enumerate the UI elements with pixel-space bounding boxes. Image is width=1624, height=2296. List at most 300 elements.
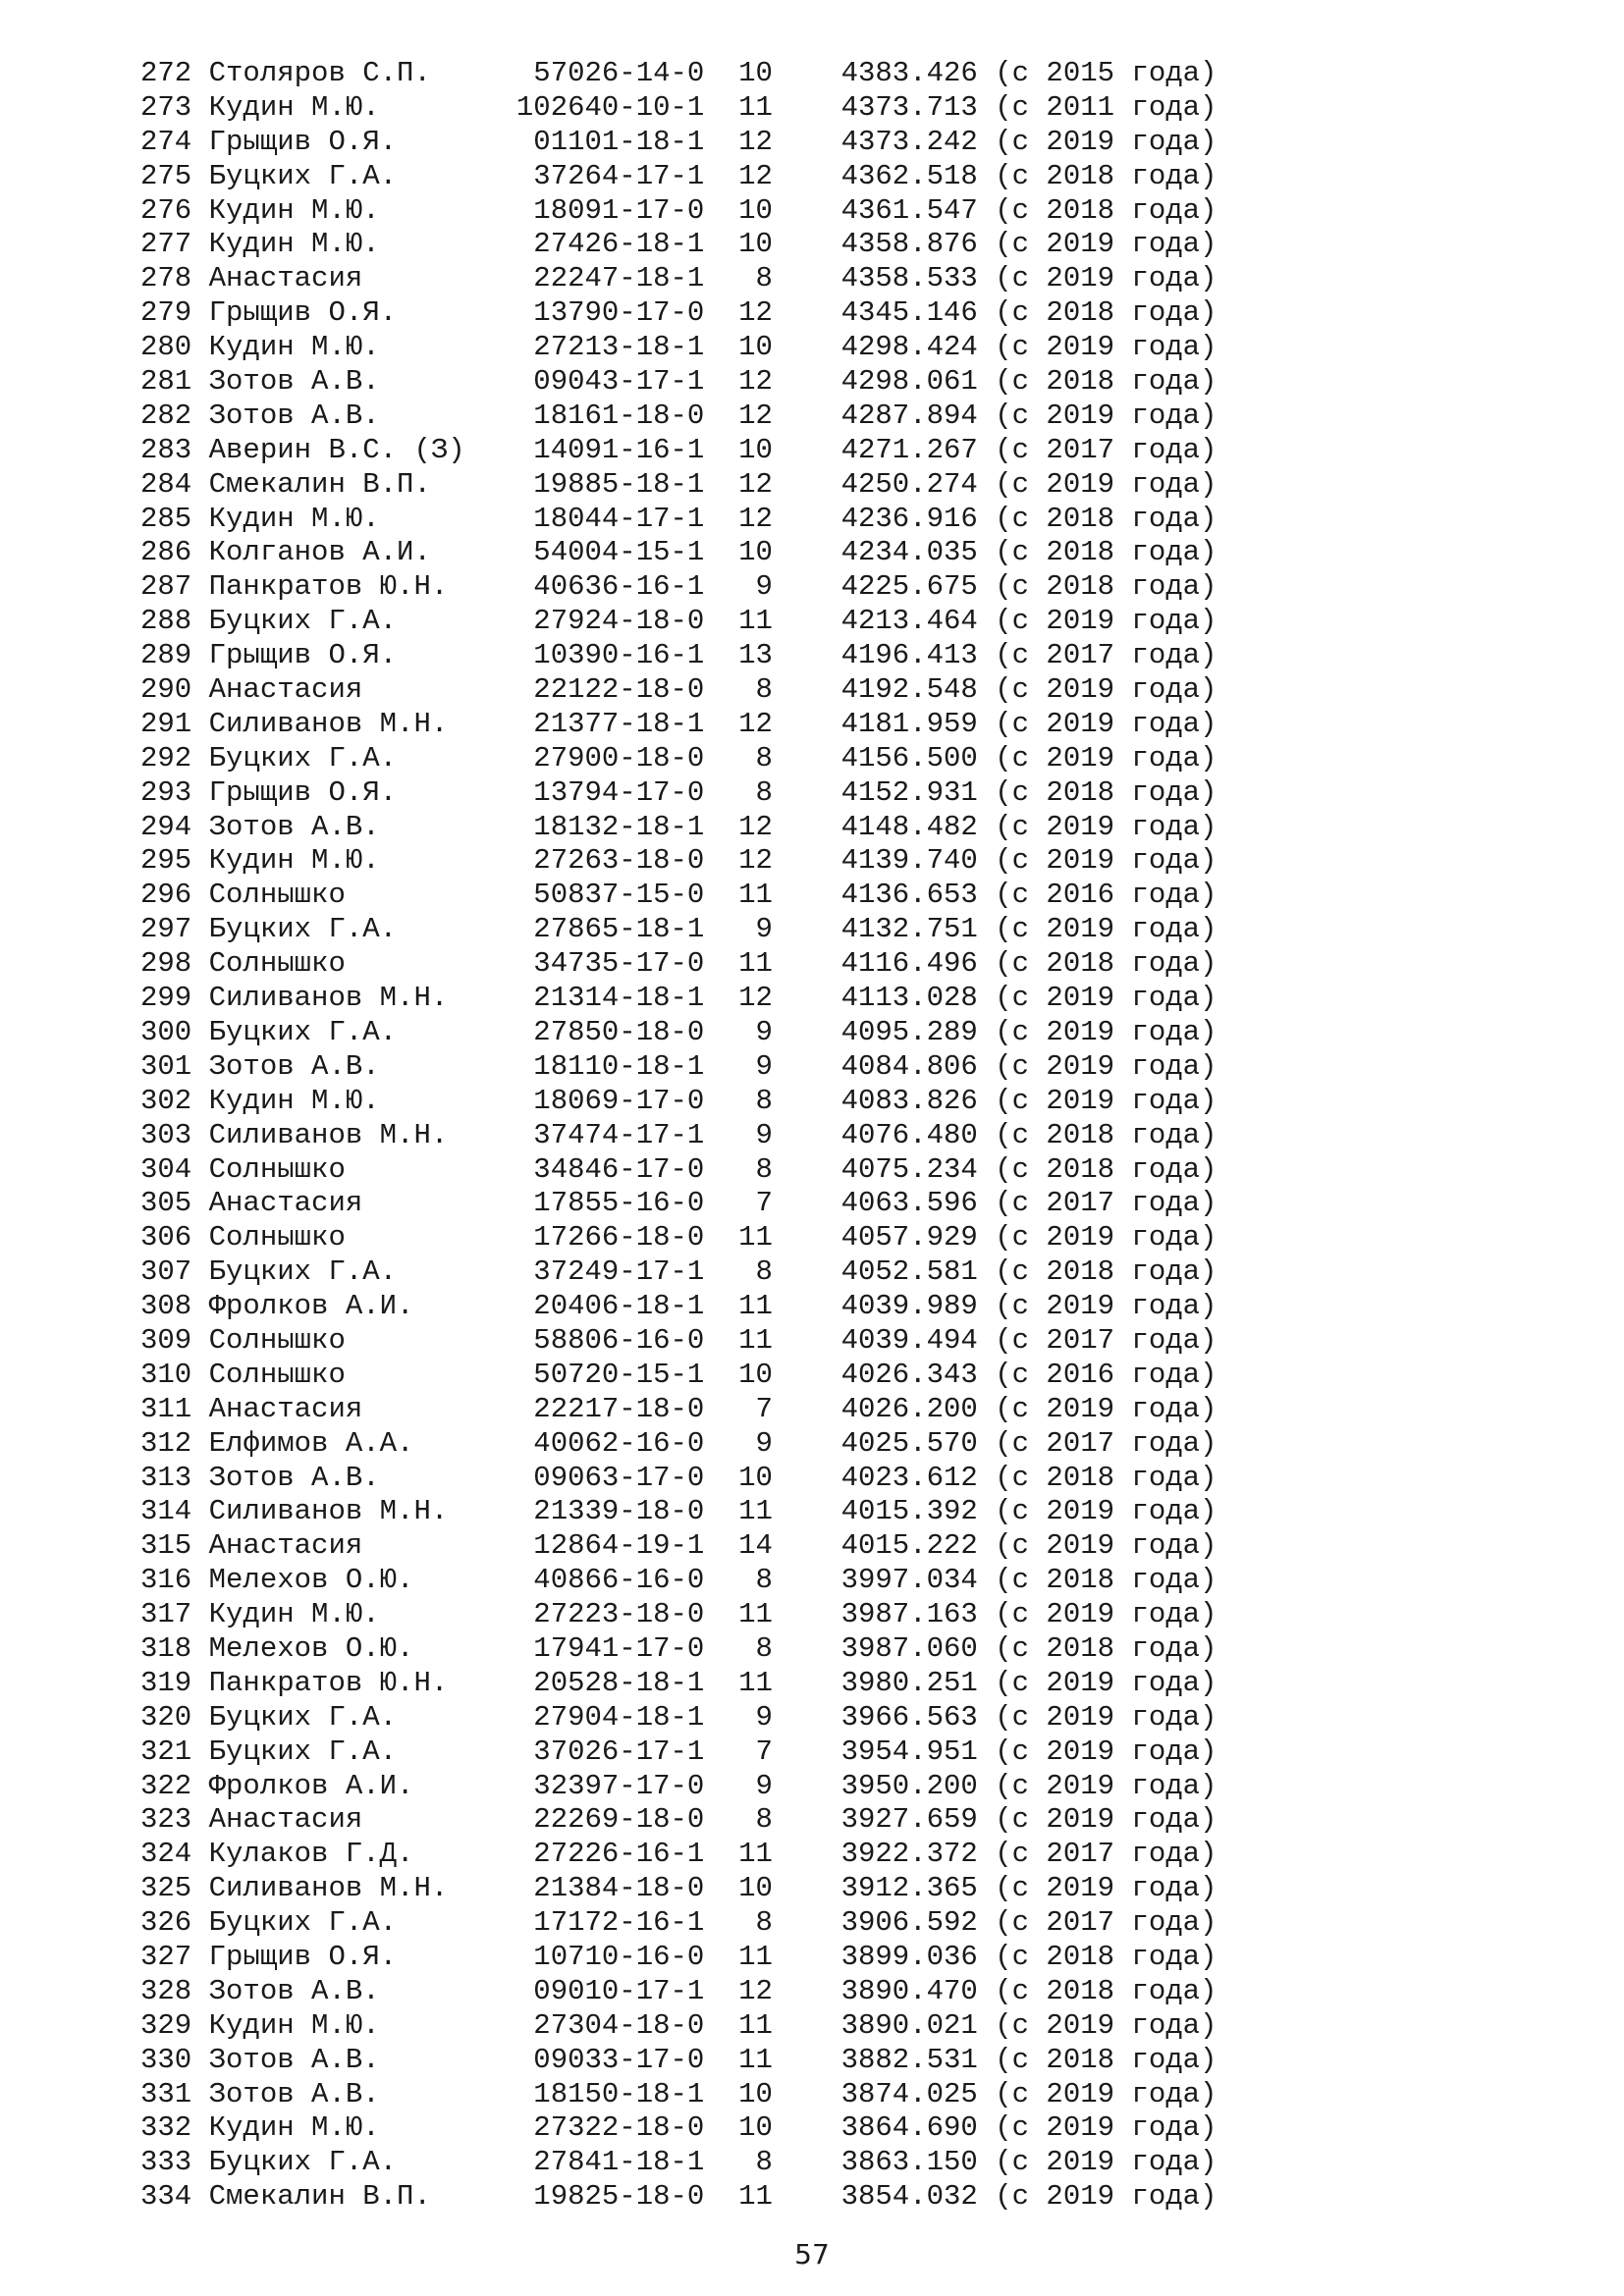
score-value: 4015.222: [840, 1529, 996, 1563]
game-code: 19825-18-0: [515, 2180, 722, 2214]
level-value: 8: [721, 2146, 841, 2179]
since-year: (с 2019 года): [995, 331, 1218, 364]
player-name: Кудин М.Ю.: [208, 90, 516, 124]
score-value: 4225.675: [840, 570, 996, 604]
level-value: 11: [721, 2043, 841, 2076]
row-number: 300: [140, 1015, 209, 1048]
player-name: Зотов А.В.: [208, 1049, 516, 1083]
row-number: 311: [140, 1392, 209, 1425]
game-code: 10710-16-0: [515, 1940, 722, 1973]
since-year: (с 2018 года): [995, 365, 1218, 399]
game-code: 09043-17-1: [515, 365, 722, 399]
row-number: 317: [140, 1598, 209, 1631]
row-number: 303: [140, 1118, 209, 1151]
game-code: 37026-17-1: [515, 1735, 722, 1768]
level-value: 8: [721, 262, 841, 295]
game-code: 20528-18-1: [515, 1666, 722, 1699]
game-code: 27263-18-0: [515, 844, 722, 878]
player-name: Кудин М.Ю.: [208, 2008, 516, 2042]
row-number: 323: [140, 1803, 209, 1837]
game-code: 27213-18-1: [515, 331, 722, 364]
row-number: 291: [140, 707, 209, 740]
since-year: (с 2019 года): [995, 1598, 1218, 1631]
row-number: 308: [140, 1290, 209, 1323]
table-row: [140, 1324, 1217, 1359]
level-value: 11: [721, 1598, 841, 1631]
since-year: (с 2018 года): [995, 1461, 1218, 1494]
player-name: Солнышко: [208, 1323, 516, 1357]
table-row: [140, 1529, 1217, 1564]
table-row: [140, 1564, 1217, 1598]
game-code: 22269-18-0: [515, 1803, 722, 1837]
table-row: [140, 879, 1217, 913]
game-code: 18161-18-0: [515, 399, 722, 432]
level-value: 10: [721, 2111, 841, 2145]
player-name: Смекалин В.П.: [208, 467, 516, 501]
player-name: Солнышко: [208, 1358, 516, 1391]
table-row: [140, 776, 1217, 811]
player-name: Зотов А.В.: [208, 810, 516, 843]
level-value: 8: [721, 1906, 841, 1940]
game-code: 13794-17-0: [515, 775, 722, 809]
player-name: Силиванов М.Н.: [208, 1495, 516, 1528]
since-year: (с 2019 года): [995, 673, 1218, 707]
score-value: 4139.740: [840, 844, 996, 878]
player-name: Зотов А.В.: [208, 2043, 516, 2076]
game-code: 19885-18-1: [515, 467, 722, 501]
player-name: Анастасия: [208, 262, 516, 295]
row-number: 320: [140, 1700, 209, 1734]
score-value: 4057.929: [840, 1221, 996, 1255]
game-code: 14091-16-1: [515, 433, 722, 466]
game-code: 18044-17-1: [515, 502, 722, 535]
game-code: 54004-15-1: [515, 536, 722, 569]
level-value: 8: [721, 1803, 841, 1837]
row-number: 288: [140, 605, 209, 638]
table-row: [140, 228, 1217, 262]
level-value: 12: [721, 467, 841, 501]
table-row: [140, 742, 1217, 776]
game-code: 27841-18-1: [515, 2146, 722, 2179]
table-row: [140, 434, 1217, 468]
level-value: 8: [721, 1084, 841, 1117]
table-row: [140, 1221, 1217, 1255]
game-code: 102640-10-1: [515, 90, 722, 124]
score-value: 3890.021: [840, 2008, 996, 2042]
score-value: 4026.200: [840, 1392, 996, 1425]
row-number: 310: [140, 1358, 209, 1391]
score-value: 3954.951: [840, 1735, 996, 1768]
since-year: (с 2018 года): [995, 2043, 1218, 2076]
player-name: Грыщив О.Я.: [208, 639, 516, 672]
table-row: [140, 1632, 1217, 1667]
row-number: 319: [140, 1666, 209, 1699]
since-year: (с 2019 года): [995, 1769, 1218, 1802]
score-value: 4373.242: [840, 125, 996, 158]
score-value: 3906.592: [840, 1906, 996, 1940]
score-value: 4383.426: [840, 57, 996, 89]
row-number: 327: [140, 1940, 209, 1973]
table-row: [140, 91, 1217, 126]
row-number: 274: [140, 125, 209, 158]
since-year: (с 2018 года): [995, 296, 1218, 330]
level-value: 9: [721, 1769, 841, 1802]
since-year: (с 2019 года): [995, 467, 1218, 501]
game-code: 27304-18-0: [515, 2008, 722, 2042]
level-value: 8: [721, 1631, 841, 1665]
table-row: [140, 400, 1217, 434]
player-name: Грыщив О.Я.: [208, 1940, 516, 1973]
score-value: 4196.413: [840, 639, 996, 672]
level-value: 10: [721, 1872, 841, 1905]
table-row: [140, 947, 1217, 982]
row-number: 279: [140, 296, 209, 330]
row-number: 302: [140, 1084, 209, 1117]
table-row: [140, 1359, 1217, 1393]
since-year: (с 2018 года): [995, 1631, 1218, 1665]
row-number: 306: [140, 1221, 209, 1255]
since-year: (с 2019 года): [995, 707, 1218, 740]
player-name: Мелехов О.Ю.: [208, 1631, 516, 1665]
since-year: (с 2019 года): [995, 2111, 1218, 2145]
score-value: 4181.959: [840, 707, 996, 740]
level-value: 8: [721, 741, 841, 774]
since-year: (с 2018 года): [995, 1564, 1218, 1597]
row-number: 301: [140, 1049, 209, 1083]
since-year: (с 2018 года): [995, 193, 1218, 227]
game-code: 27900-18-0: [515, 741, 722, 774]
row-number: 322: [140, 1769, 209, 1802]
score-value: 4236.916: [840, 502, 996, 535]
table-row: [140, 1838, 1217, 1872]
row-number: 275: [140, 159, 209, 192]
score-value: 4039.494: [840, 1323, 996, 1357]
game-code: 17266-18-0: [515, 1221, 722, 1255]
row-number: 277: [140, 228, 209, 261]
since-year: (с 2019 года): [995, 982, 1218, 1015]
since-year: (с 2019 года): [995, 1290, 1218, 1323]
game-code: 58806-16-0: [515, 1323, 722, 1357]
since-year: (с 2019 года): [995, 1015, 1218, 1048]
row-number: 272: [140, 57, 209, 89]
level-value: 11: [721, 2180, 841, 2214]
score-value: 3997.034: [840, 1564, 996, 1597]
table-row: [140, 982, 1217, 1016]
table-row: [140, 844, 1217, 879]
row-number: 333: [140, 2146, 209, 2179]
player-name: Солнышко: [208, 947, 516, 981]
player-name: Зотов А.В.: [208, 365, 516, 399]
game-code: 40636-16-1: [515, 570, 722, 604]
since-year: (с 2017 года): [995, 1906, 1218, 1940]
table-row: [140, 57, 1217, 91]
level-value: 12: [721, 1974, 841, 2007]
table-row: [140, 1667, 1217, 1701]
game-code: 22247-18-1: [515, 262, 722, 295]
row-number: 314: [140, 1495, 209, 1528]
game-code: 21377-18-1: [515, 707, 722, 740]
level-value: 12: [721, 365, 841, 399]
since-year: (с 2017 года): [995, 1426, 1218, 1460]
level-value: 9: [721, 913, 841, 946]
level-value: 8: [721, 1152, 841, 1186]
table-row: [140, 2180, 1217, 2215]
player-name: Зотов А.В.: [208, 399, 516, 432]
row-number: 273: [140, 90, 209, 124]
table-row: [140, 1255, 1217, 1290]
level-value: 10: [721, 1461, 841, 1494]
since-year: (с 2019 года): [995, 810, 1218, 843]
level-value: 14: [721, 1529, 841, 1563]
player-name: Кудин М.Ю.: [208, 228, 516, 261]
score-value: 4083.826: [840, 1084, 996, 1117]
row-number: 305: [140, 1187, 209, 1220]
game-code: 27850-18-0: [515, 1015, 722, 1048]
level-value: 12: [721, 502, 841, 535]
game-code: 27226-16-1: [515, 1838, 722, 1871]
table-row: [140, 639, 1217, 673]
score-value: 4076.480: [840, 1118, 996, 1151]
level-value: 7: [721, 1392, 841, 1425]
table-row: [140, 1598, 1217, 1632]
game-code: 34735-17-0: [515, 947, 722, 981]
game-code: 34846-17-0: [515, 1152, 722, 1186]
row-number: 318: [140, 1631, 209, 1665]
since-year: (с 2018 года): [995, 775, 1218, 809]
since-year: (с 2018 года): [995, 947, 1218, 981]
row-number: 297: [140, 913, 209, 946]
game-code: 27426-18-1: [515, 228, 722, 261]
player-name: Буцких Г.А.: [208, 1735, 516, 1768]
since-year: (с 2019 года): [995, 1221, 1218, 1255]
since-year: (с 2018 года): [995, 536, 1218, 569]
table-row: [140, 2111, 1217, 2146]
table-row: [140, 605, 1217, 639]
game-code: 27322-18-0: [515, 2111, 722, 2145]
row-number: 287: [140, 570, 209, 604]
row-number: 276: [140, 193, 209, 227]
player-name: Анастасия: [208, 1392, 516, 1425]
level-value: 8: [721, 1255, 841, 1289]
game-code: 32397-17-0: [515, 1769, 722, 1802]
game-code: 09063-17-0: [515, 1461, 722, 1494]
game-code: 17172-16-1: [515, 1906, 722, 1940]
level-value: 12: [721, 707, 841, 740]
level-value: 11: [721, 1221, 841, 1255]
score-value: 3950.200: [840, 1769, 996, 1802]
row-number: 328: [140, 1974, 209, 2007]
since-year: (с 2018 года): [995, 502, 1218, 535]
since-year: (с 2019 года): [995, 1529, 1218, 1563]
table-row: [140, 2044, 1217, 2078]
score-value: 4250.274: [840, 467, 996, 501]
row-number: 286: [140, 536, 209, 569]
game-code: 18091-17-0: [515, 193, 722, 227]
score-value: 4113.028: [840, 982, 996, 1015]
level-value: 12: [721, 296, 841, 330]
row-number: 299: [140, 982, 209, 1015]
player-name: Грыщив О.Я.: [208, 296, 516, 330]
player-name: Буцких Г.А.: [208, 605, 516, 638]
game-code: 17941-17-0: [515, 1631, 722, 1665]
since-year: (с 2019 года): [995, 228, 1218, 261]
game-code: 18132-18-1: [515, 810, 722, 843]
level-value: 11: [721, 1666, 841, 1699]
game-code: 13790-17-0: [515, 296, 722, 330]
level-value: 9: [721, 1015, 841, 1048]
row-number: 298: [140, 947, 209, 981]
row-number: 283: [140, 433, 209, 466]
score-value: 4025.570: [840, 1426, 996, 1460]
player-name: Кудин М.Ю.: [208, 1084, 516, 1117]
score-value: 4015.392: [840, 1495, 996, 1528]
row-number: 313: [140, 1461, 209, 1494]
game-code: 09033-17-0: [515, 2043, 722, 2076]
score-value: 4358.876: [840, 228, 996, 261]
game-code: 01101-18-1: [515, 125, 722, 158]
score-value: 4095.289: [840, 1015, 996, 1048]
score-value: 4287.894: [840, 399, 996, 432]
table-row: [140, 160, 1217, 194]
table-row: [140, 1803, 1217, 1838]
game-code: 27223-18-0: [515, 1598, 722, 1631]
since-year: (с 2018 года): [995, 159, 1218, 192]
score-value: 4136.653: [840, 879, 996, 912]
row-number: 330: [140, 2043, 209, 2076]
player-name: Зотов А.В.: [208, 2077, 516, 2110]
since-year: (с 2018 года): [995, 1118, 1218, 1151]
level-value: 10: [721, 1358, 841, 1391]
row-number: 290: [140, 673, 209, 707]
row-number: 281: [140, 365, 209, 399]
row-number: 293: [140, 775, 209, 809]
player-name: Кудин М.Ю.: [208, 2111, 516, 2145]
level-value: 11: [721, 947, 841, 981]
score-value: 4361.547: [840, 193, 996, 227]
game-code: 21314-18-1: [515, 982, 722, 1015]
score-value: 3863.150: [840, 2146, 996, 2179]
score-value: 4271.267: [840, 433, 996, 466]
table-row: [140, 2009, 1217, 2044]
row-number: 331: [140, 2077, 209, 2110]
level-value: 9: [721, 1700, 841, 1734]
table-row: [140, 1701, 1217, 1735]
table-row: [140, 126, 1217, 160]
since-year: (с 2019 года): [995, 1735, 1218, 1768]
score-value: 4362.518: [840, 159, 996, 192]
row-number: 332: [140, 2111, 209, 2145]
table-row: [140, 570, 1217, 605]
score-value: 3864.690: [840, 2111, 996, 2145]
row-number: 292: [140, 741, 209, 774]
row-number: 316: [140, 1564, 209, 1597]
table-row: [140, 194, 1217, 229]
game-code: 18150-18-1: [515, 2077, 722, 2110]
score-value: 3980.251: [840, 1666, 996, 1699]
score-value: 3966.563: [840, 1700, 996, 1734]
score-value: 4358.533: [840, 262, 996, 295]
level-value: 12: [721, 982, 841, 1015]
player-name: Кудин М.Ю.: [208, 844, 516, 878]
player-name: Анастасия: [208, 1803, 516, 1837]
row-number: 285: [140, 502, 209, 535]
table-row: [140, 1016, 1217, 1050]
player-name: Фролков А.И.: [208, 1290, 516, 1323]
score-value: 4192.548: [840, 673, 996, 707]
level-value: 10: [721, 2077, 841, 2110]
game-code: 27865-18-1: [515, 913, 722, 946]
row-number: 315: [140, 1529, 209, 1563]
player-name: Столяров С.П.: [208, 57, 516, 89]
game-code: 20406-18-1: [515, 1290, 722, 1323]
score-value: 4063.596: [840, 1187, 996, 1220]
table-row: [140, 365, 1217, 400]
game-code: 18069-17-0: [515, 1084, 722, 1117]
since-year: (с 2017 года): [995, 1187, 1218, 1220]
player-name: Аверин В.С. (З): [208, 433, 516, 466]
score-value: 3912.365: [840, 1872, 996, 1905]
since-year: (с 2018 года): [995, 1152, 1218, 1186]
row-number: 284: [140, 467, 209, 501]
level-value: 10: [721, 228, 841, 261]
level-value: 10: [721, 57, 841, 89]
level-value: 8: [721, 673, 841, 707]
since-year: (с 2017 года): [995, 1323, 1218, 1357]
game-code: 21339-18-0: [515, 1495, 722, 1528]
player-name: Анастасия: [208, 1529, 516, 1563]
row-number: 324: [140, 1838, 209, 1871]
player-name: Зотов А.В.: [208, 1974, 516, 2007]
level-value: 11: [721, 1323, 841, 1357]
player-name: Колганов А.И.: [208, 536, 516, 569]
score-value: 4156.500: [840, 741, 996, 774]
table-row: [140, 1462, 1217, 1496]
since-year: (с 2019 года): [995, 1084, 1218, 1117]
since-year: (с 2017 года): [995, 433, 1218, 466]
since-year: (с 2019 года): [995, 125, 1218, 158]
score-value: 3987.060: [840, 1631, 996, 1665]
score-value: 3922.372: [840, 1838, 996, 1871]
since-year: (с 2016 года): [995, 879, 1218, 912]
since-year: (с 2019 года): [995, 741, 1218, 774]
since-year: (с 2019 года): [995, 605, 1218, 638]
table-row: [140, 503, 1217, 537]
score-value: 4152.931: [840, 775, 996, 809]
table-row: [140, 1735, 1217, 1770]
level-value: 11: [721, 1290, 841, 1323]
row-number: 280: [140, 331, 209, 364]
score-value: 4298.061: [840, 365, 996, 399]
player-name: Кудин М.Ю.: [208, 1598, 516, 1631]
level-value: 8: [721, 775, 841, 809]
table-row: [140, 1906, 1217, 1941]
game-code: 09010-17-1: [515, 1974, 722, 2007]
table-row: [140, 1050, 1217, 1085]
row-number: 326: [140, 1906, 209, 1940]
since-year: (с 2019 года): [995, 1700, 1218, 1734]
game-code: 40062-16-0: [515, 1426, 722, 1460]
level-value: 11: [721, 1495, 841, 1528]
level-value: 10: [721, 536, 841, 569]
since-year: (с 2019 года): [995, 2008, 1218, 2042]
table-row: [140, 1872, 1217, 1906]
table-row: [140, 262, 1217, 296]
player-name: Кудин М.Ю.: [208, 502, 516, 535]
score-value: 3882.531: [840, 2043, 996, 2076]
score-value: 4026.343: [840, 1358, 996, 1391]
row-number: 334: [140, 2180, 209, 2214]
row-number: 309: [140, 1323, 209, 1357]
